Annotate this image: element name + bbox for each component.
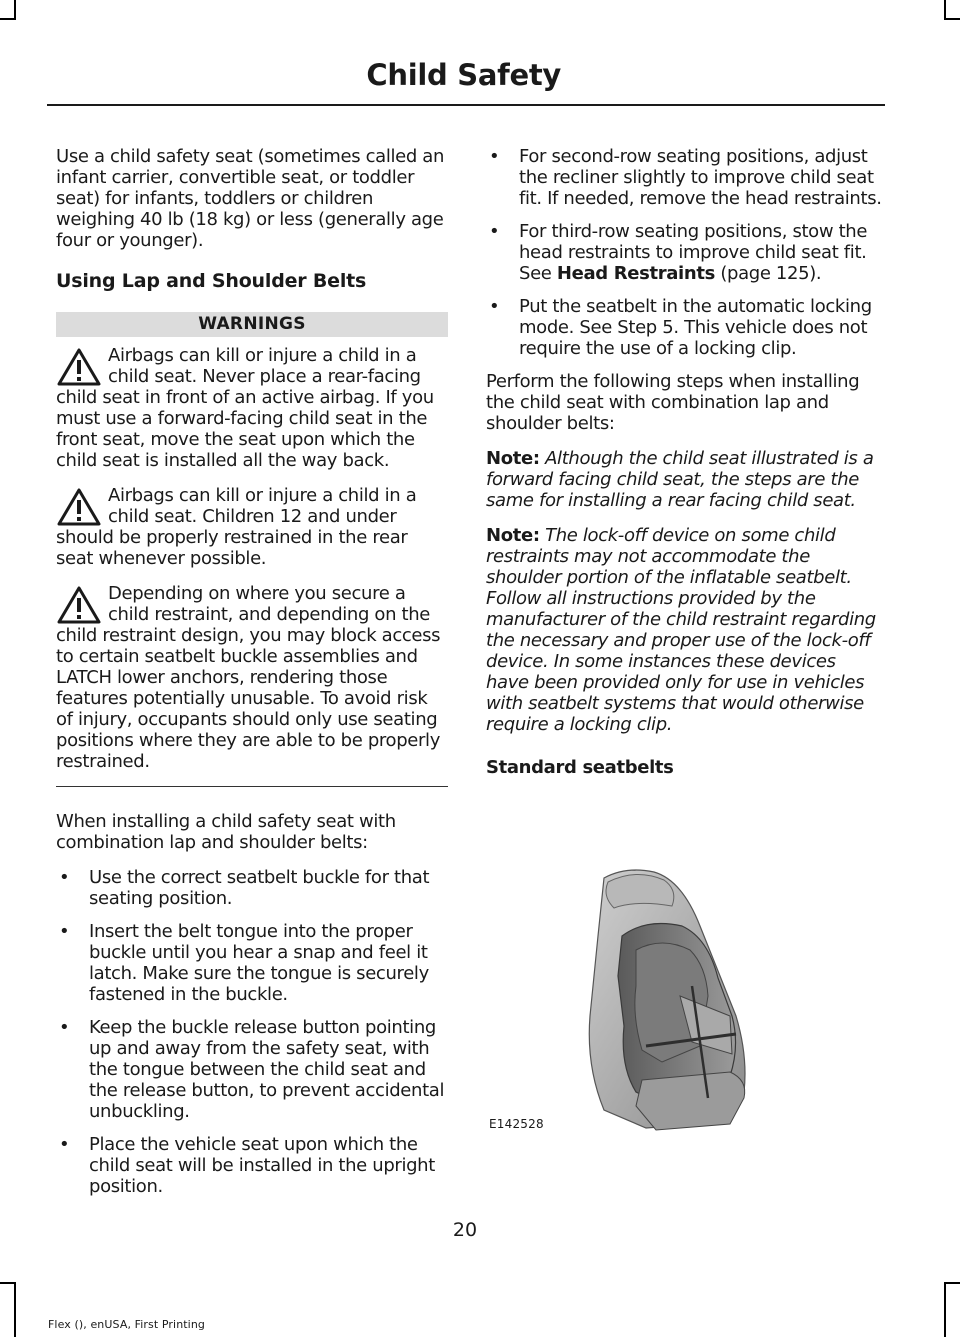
list-item: • Insert the belt tongue into the proper buckle until you hear a snap and feel it latch. Make sure the tongue is securely fastened in the buckle. <box>56 921 448 1005</box>
steps-intro: Perform the following steps when installing the child seat with combination lap and shoulder belts: <box>486 371 860 434</box>
crop-mark <box>944 1282 946 1337</box>
crop-mark <box>944 0 946 20</box>
section-heading: Using Lap and Shoulder Belts <box>56 270 367 292</box>
warning-text: Airbags can kill or injure a child in a child seat. Children 12 and under should be properly restrained in the rear seat whenever possible. <box>56 485 417 569</box>
warning-text: Airbags can kill or injure a child in a child seat. Never place a rear-facing child seat in front of an active airbag. If you must use a forward-facing child seat in the front seat, move the seat upon which the child seat is installed all the way back. <box>56 345 434 471</box>
note-text: Although the child seat illustrated is a forward facing child seat, the steps are the same for installing a rear facing child seat. <box>486 448 874 511</box>
warning-triangle-icon <box>56 347 102 387</box>
header-rule <box>47 104 885 106</box>
list-item: • Put the seatbelt in the automatic locking mode. See Step 5. This vehicle does not require the use of a locking clip. <box>486 296 882 359</box>
list-item: • Keep the buckle release button pointing up and away from the safety seat, with the tongue between the child seat and the release button, to prevent accidental unbuckling. <box>56 1017 448 1122</box>
page-number: 20 <box>452 1219 478 1241</box>
warning-triangle-icon <box>56 585 102 625</box>
head-restraints-reference: Head Restraints <box>556 263 715 284</box>
list-item <box>486 221 882 284</box>
left-column <box>56 146 448 1209</box>
bullet-text: For third-row seating positions, stow the head restraints to improve child seat fit. See <box>519 221 868 284</box>
figure-code: E142528 <box>489 1117 544 1131</box>
intro-paragraph: Use a child safety seat (sometimes called an infant carrier, convertible seat, or toddler seat) for infants, toddlers or children weighing 40 lb (18 kg) or less (generally age four or younger). <box>56 146 445 251</box>
page-header-title: Child Safety <box>366 58 561 92</box>
right-column <box>486 146 882 778</box>
note-paragraph <box>486 448 882 511</box>
list-item: • For second-row seating positions, adjust the recliner slightly to improve child seat fit. If needed, remove the head restraints. <box>486 146 882 209</box>
warnings-end-rule <box>56 786 448 787</box>
footer-text: Flex (), enUSA, First Printing <box>48 1318 205 1331</box>
note-text: The lock-off device on some child restraints may not accommodate the shoulder portion of the inflatable seatbelt. Follow all instructions provided by the manufacturer of the child restraint regarding the necessary and proper use of the lock-off device. In some instances these devices have been provided only for use in vehicles with seatbelt systems that would otherwise require a locking clip. <box>486 525 876 735</box>
subsection-heading: Standard seatbelts <box>486 757 674 778</box>
crop-mark <box>0 1282 16 1284</box>
warning-block <box>56 583 448 772</box>
install-bullet-list <box>56 867 448 1197</box>
seating-bullet-list <box>486 146 882 359</box>
child-seat-illustration <box>486 866 780 1134</box>
list-item: • Place the vehicle seat upon which the child seat will be installed in the upright position. <box>56 1134 448 1197</box>
install-intro: When installing a child safety seat with combination lap and shoulder belts: <box>56 811 396 853</box>
warning-text: Depending on where you secure a child restraint, and depending on the child restraint design, you may block access to certain seatbelt buckle assemblies and LATCH lower anchors, rendering those features potentially unusable. To avoid risk of injury, occupants should only use seating positions where they are able to be properly restrained. <box>56 583 441 772</box>
bullet-text: (page 125). <box>714 263 822 284</box>
warning-triangle-icon <box>56 487 102 527</box>
crop-mark <box>944 1282 960 1284</box>
note-label: Note: <box>486 448 540 469</box>
crop-mark <box>944 18 960 20</box>
warning-block <box>56 485 448 569</box>
crop-mark <box>14 1282 16 1337</box>
note-paragraph <box>486 525 882 735</box>
crop-mark <box>0 18 16 20</box>
list-item: • Use the correct seatbelt buckle for that seating position. <box>56 867 448 909</box>
warnings-title: WARNINGS <box>56 312 448 337</box>
note-label: Note: <box>486 525 540 546</box>
crop-mark <box>14 0 16 20</box>
warning-block <box>56 345 448 471</box>
